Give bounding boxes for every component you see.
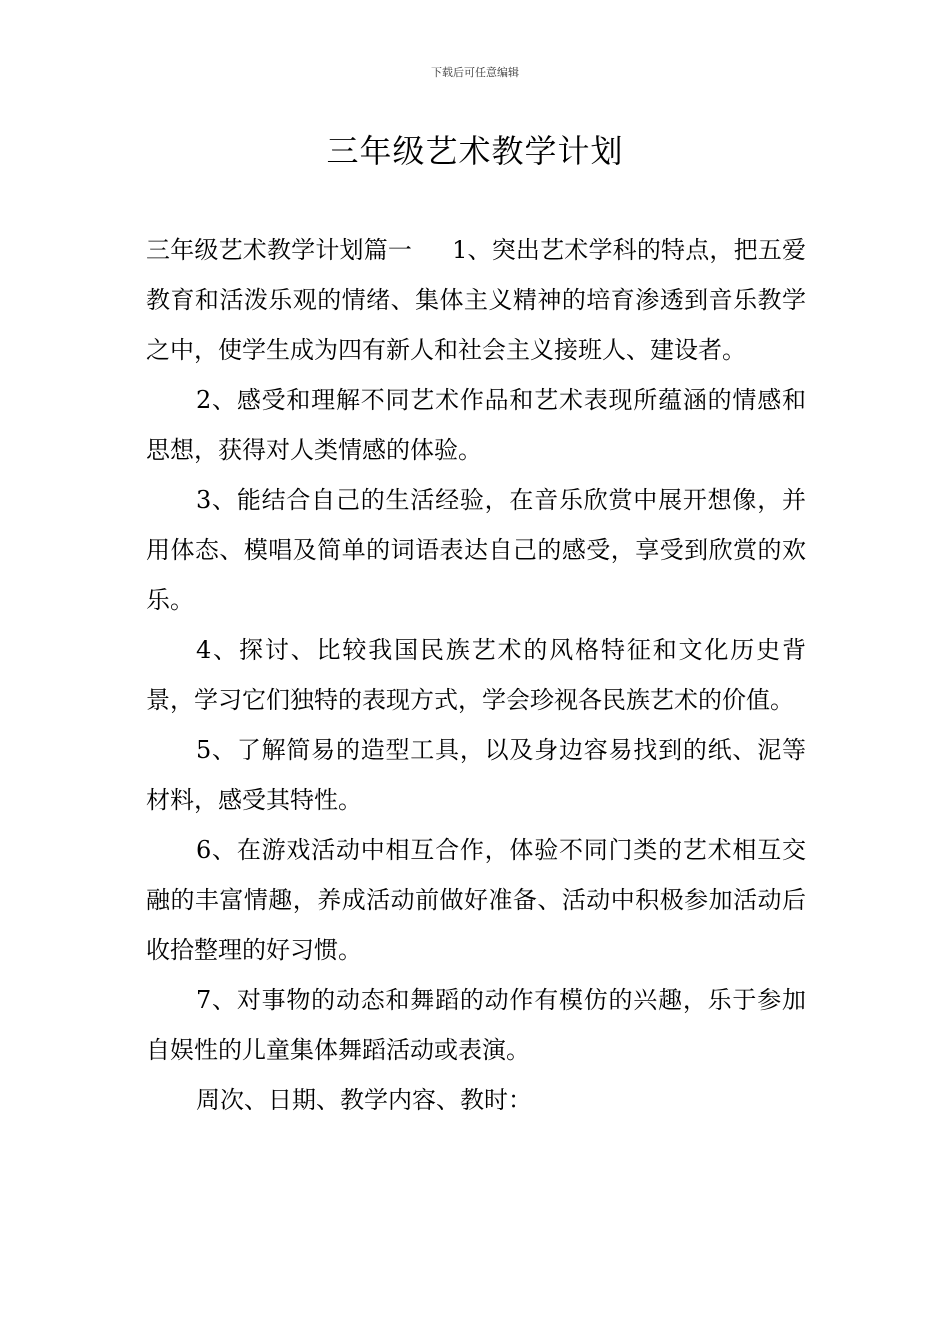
document-title: 三年级艺术教学计划 — [326, 132, 624, 170]
paragraph-2: 2、感受和理解不同艺术作品和艺术表现所蕴涵的情感和思想，获得对人类情感的体验。 — [146, 386, 806, 464]
header-note: 下载后可任意编辑 — [431, 66, 519, 79]
paragraph-1 — [146, 225, 806, 375]
paragraph-3: 3、能结合自己的生活经验，在音乐欣赏中展开想像，并用体态、模唱及简单的词语表达自己的感受，享受到欣赏的欢乐。 — [146, 486, 806, 614]
paragraph-4: 4、探讨、比较我国民族艺术的风格特征和文化历史背景，学习它们独特的表现方式，学会珍视各民族艺术的价值。 — [146, 636, 806, 714]
paragraph-5: 5、了解简易的造型工具，以及身边容易找到的纸、泥等材料，感受其特性。 — [146, 736, 806, 814]
paragraph-7: 7、对事物的动态和舞蹈的动作有模仿的兴趣，乐于参加自娱性的儿童集体舞蹈活动或表演。 — [146, 986, 806, 1064]
paragraph-1-text: 1、突出艺术学科的特点，把五爱教育和活泼乐观的情绪、集体主义精神的培育渗透到音乐教学之中，使学生成为四有新人和社会主义接班人、建设者。 — [146, 236, 806, 364]
document-body — [146, 225, 806, 1125]
paragraph-8: 周次、日期、教学内容、教时： — [196, 1086, 532, 1114]
paragraph-6: 6、在游戏活动中相互合作，体验不同门类的艺术相互交融的丰富情趣，养成活动前做好准备、活动中积极参加活动后收拾整理的好习惯。 — [146, 836, 806, 964]
intro-label: 三年级艺术教学计划篇一 — [146, 236, 413, 264]
